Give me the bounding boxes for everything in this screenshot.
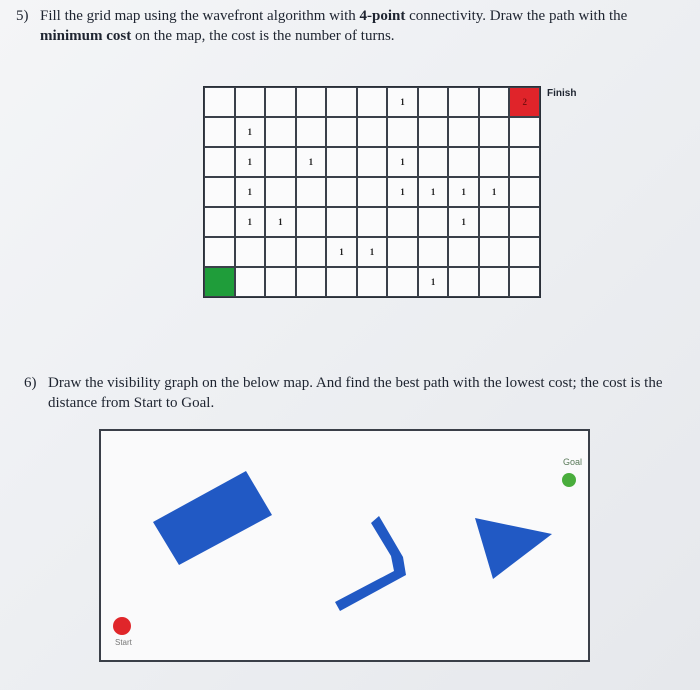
grid-cell [265,237,296,267]
question-5-bold-min-cost: minimum cost [40,28,132,44]
grid-cell [326,87,357,117]
start-point [113,617,131,635]
grid-cell [448,147,479,177]
question-5-number: 5) [16,8,29,24]
question-5 [16,6,686,46]
grid-cell [479,267,510,297]
grid-cell [387,267,418,297]
goal-point [562,473,576,487]
triangle-obstacle [475,518,552,579]
goal-label: Goal [563,457,583,467]
grid-cell [326,117,357,147]
grid-cell [509,177,540,207]
grid-cell [235,237,266,267]
l-shaped-obstacle [335,516,406,611]
wavefront-grid-map [203,86,541,298]
grid-cell [204,117,235,147]
grid-cell [479,87,510,117]
grid-cell: 1 [326,237,357,267]
grid-cell [326,177,357,207]
grid-cell [387,207,418,237]
start-label: Start [115,638,132,647]
question-5-text-c: on the map, the cost is the number of turns. [131,28,395,44]
question-5-text-a: Fill the grid map using the wavefront algorithm with [40,8,360,24]
grid-cell: 1 [235,117,266,147]
grid-cell [204,207,235,237]
grid-cell [265,117,296,147]
grid-cell [357,267,388,297]
grid-cell: 1 [448,207,479,237]
grid-cell [204,177,235,207]
grid-cell [296,267,327,297]
finish-label: Finish [547,88,577,99]
map-canvas [101,431,584,656]
grid-cell [509,147,540,177]
grid-cell [326,147,357,177]
grid-cell [204,237,235,267]
grid-cell [418,207,449,237]
grid-cell [418,117,449,147]
grid-cell [296,117,327,147]
grid-cell [265,267,296,297]
grid-cell [357,147,388,177]
grid-cell [326,207,357,237]
grid-cell [509,237,540,267]
grid-cell [387,237,418,267]
grid-cell: 1 [387,177,418,207]
grid-cell [509,207,540,237]
grid-cell [204,147,235,177]
start-cell [204,267,235,297]
grid-cell: 1 [418,177,449,207]
grid-cell [479,147,510,177]
grid-cell: 1 [418,267,449,297]
question-6-number: 6) [24,375,37,391]
grid-cell [418,87,449,117]
grid-cell [357,87,388,117]
visibility-map [99,429,590,662]
grid-cell [357,177,388,207]
grid-cell [448,87,479,117]
grid-cell [265,87,296,117]
question-5-text-b: connectivity. Draw the path with the [405,8,628,24]
grid-cell [235,87,266,117]
grid-cell [509,117,540,147]
grid-cell [418,237,449,267]
grid-cell [448,237,479,267]
finish-cell: 2 [509,87,540,117]
grid-cell [326,267,357,297]
grid-cell [418,147,449,177]
question-5-bold-connectivity: 4-point [359,8,406,24]
grid-cell: 1 [387,147,418,177]
grid-cell: 1 [387,87,418,117]
grid-cell [296,207,327,237]
grid-cell [479,237,510,267]
grid-cell: 1 [235,207,266,237]
grid-cell: 1 [357,237,388,267]
grid-cell [387,117,418,147]
question-6-text: Draw the visibility graph on the below map. And find the best path with the lowest cost; the cost is the [48,375,663,391]
grid-cell [448,117,479,147]
grid-cell: 1 [235,147,266,177]
grid-cell [204,87,235,117]
grid-cell [357,207,388,237]
grid-cell: 1 [448,177,479,207]
question-6-text-2: distance from Start to Goal. [48,395,215,411]
grid-cell [479,207,510,237]
grid-cell [265,177,296,207]
grid-cell [479,117,510,147]
grid-cell [357,117,388,147]
grid-cell: 1 [296,147,327,177]
grid-cell [296,177,327,207]
grid-cell [296,87,327,117]
grid-cell [448,267,479,297]
grid-cell [296,237,327,267]
rectangle-obstacle [153,471,272,565]
grid-cell [509,267,540,297]
grid-cell: 1 [479,177,510,207]
grid-cell [265,147,296,177]
grid-cell [235,267,266,297]
question-6 [24,373,689,413]
grid-cell: 1 [265,207,296,237]
grid-cell: 1 [235,177,266,207]
